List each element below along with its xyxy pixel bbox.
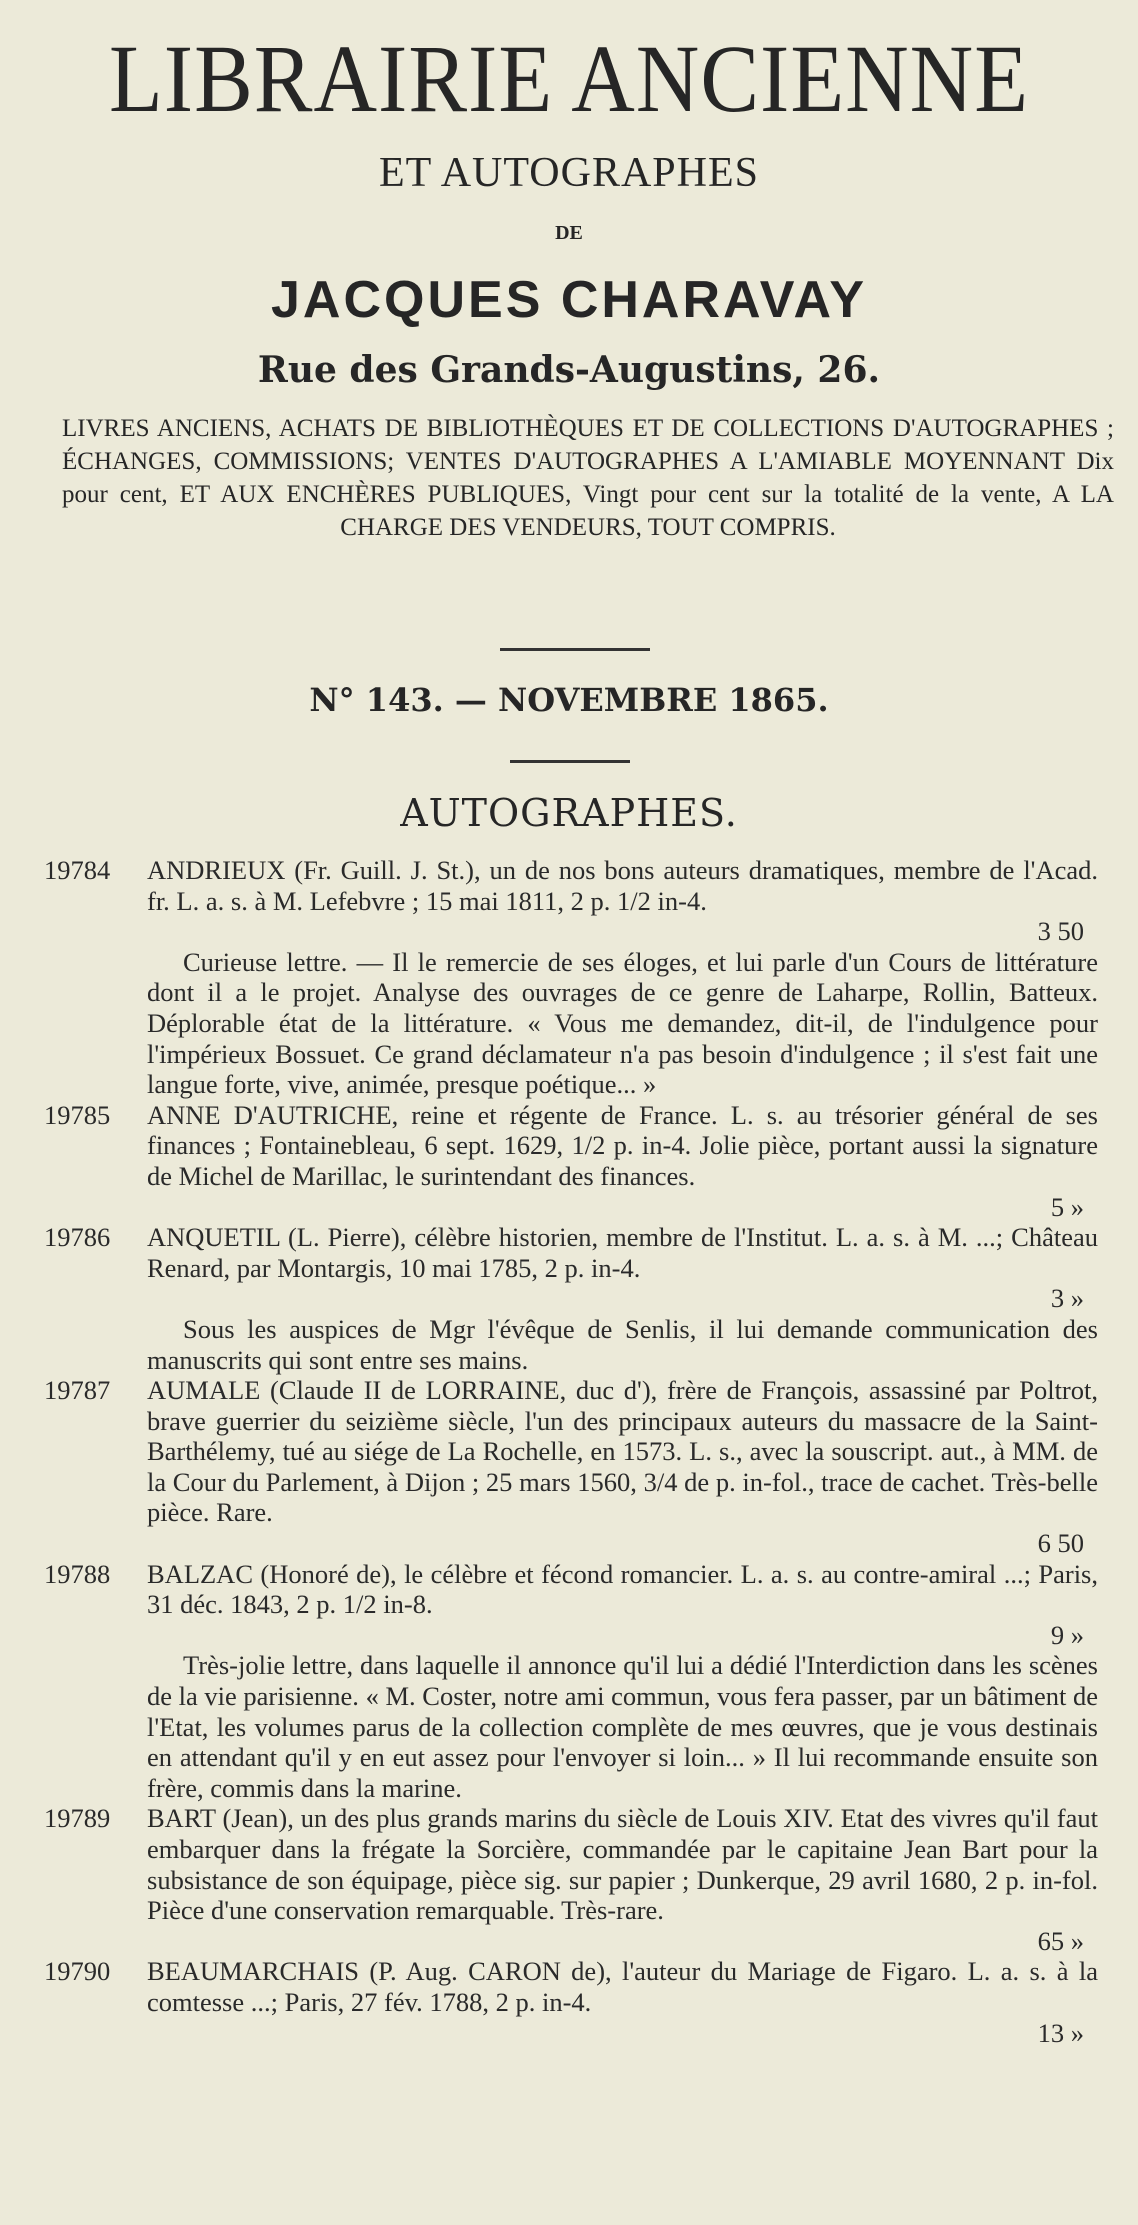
entry-note: Très-jolie lettre, dans laquelle il annonce qu'il lui a dédié l'Interdiction dans les scènes de la vie parisienne. « M. Coster, notre ami commun, vous fera passer, par un bâtiment de l'Etat, les volumes parus de la collection complète de mes œuvres, que je vous destinais en attendant qu'il y en eut assez pour l'envoyer si loin... » Il lui recommande ensuite son frère, commis dans la marine.	[147, 1650, 1098, 1803]
entry-text: ANQUETIL (L. Pierre), célèbre historien, membre de l'Institut. L. a. s. à M. ...; Château Renard, par Montargis, 10 mai 1785, 2 p. in-4.	[147, 1222, 1098, 1283]
entry-text: ANNE D'AUTRICHE, reine et régente de France. L. s. au trésorier général de ses finances ; Fontainebleau, 6 sept. 1629, 1/2 p. in-4. Jolie pièce, portant aussi la signature de Michel de Marillac, le surintendant des finances.	[147, 1099, 1098, 1191]
entry-number: 19784	[44, 855, 111, 885]
entry-number: 19788	[44, 1558, 111, 1589]
entry-text: BART (Jean), un des plus grands marins du siècle de Louis XIV. Etat des vivres qu'il faut embarquer dans la frégate la Sorcière, commandée par le capitaine Jean Bart pour la subsistance de son équipage, pièce sig. sur papier ; Dunkerque, 29 avril 1680, 2 p. in-fol. Pièce d'une conservation remarquable. Très-rare.	[147, 1803, 1098, 1926]
catalogue-entry	[44, 1100, 1098, 1222]
entry-number: 19785	[44, 1099, 111, 1130]
page-subtitle: ET AUTOGRAPHES	[378, 150, 759, 196]
intro-paragraph: LIVRES ANCIENS, ACHATS DE BIBLIOTHÈQUES ET DE COLLECTIONS D'AUTOGRAPHES ; ÉCHANGES, COMMISSIONS; VENTES D'AUTOGRAPHES A L'AMIABLE MOYENNANT Dix pour cent, ET AUX ENCHÈRES PUBLIQUES, Vingt pour cent sur la totalité de la vente, A LA CHARGE DES VENDEURS, TOUT COMPRIS.	[62, 415, 1114, 541]
subtitle-de: DE	[555, 222, 583, 244]
entry-number: 19790	[44, 1956, 111, 1987]
page-title: LIBRAIRIE ANCIENNE	[109, 26, 1029, 133]
divider-rule	[500, 648, 650, 651]
entry-text: BEAUMARCHAIS (P. Aug. CARON de), l'auteur du Mariage de Figaro. L. a. s. à la comtesse ...; Paris, 27 fév. 1788, 2 p. in-4.	[147, 1956, 1098, 2017]
entry-price: 13 »	[1037, 2017, 1084, 2048]
catalogue-entry	[44, 1222, 1098, 1375]
entry-text: ANDRIEUX (Fr. Guill. J. St.), un de nos bons auteurs dramatiques, membre de l'Acad. fr. L. a. s. à M. Lefebvre ; 15 mai 1811, 2 p. 1/2 in-4.	[147, 855, 1098, 916]
entry-price: 65 »	[1037, 1925, 1084, 1956]
entry-price: 6 50	[1037, 1528, 1084, 1559]
entry-text: AUMALE (Claude II de LORRAINE, duc d'), frère de François, assassiné par Poltrot, brave guerrier du seizième siècle, l'un des principaux auteurs du massacre de la Saint-Barthélemy, tué au siége de La Rochelle, en 1573. L. s., avec la souscript. aut., à MM. de la Cour du Parlement, à Dijon ; 25 mars 1560, 3/4 de p. in-fol., trace de cachet. Très-belle pièce. Rare.	[147, 1375, 1098, 1528]
divider-rule	[510, 760, 630, 763]
entry-note: Sous les auspices de Mgr l'évêque de Senlis, il lui demande communication des manuscrits qui sont entre ses mains.	[147, 1313, 1098, 1375]
catalogue-entry	[44, 1803, 1098, 1956]
entry-number: 19786	[44, 1222, 111, 1253]
dealer-address: Rue des Grands-Augustins, 26.	[257, 349, 881, 391]
section-title: AUTOGRAPHES.	[400, 791, 738, 835]
entry-text: BALZAC (Honoré de), le célèbre et fécond romancier. L. a. s. au contre-amiral ...; Paris, 31 déc. 1843, 2 p. 1/2 in-8.	[147, 1558, 1098, 1620]
entry-price: 9 »	[1050, 1619, 1084, 1650]
entry-number: 19787	[44, 1375, 111, 1406]
issue-number: N° 143. — NOVEMBRE 1865.	[309, 681, 829, 719]
catalogue-entry	[44, 1956, 1098, 2048]
entry-price: 5 »	[1050, 1191, 1084, 1222]
entry-number: 19789	[44, 1803, 111, 1834]
entry-price: 3 »	[1050, 1283, 1084, 1314]
entry-price: 3 50	[1037, 916, 1084, 947]
catalogue-entry	[44, 1559, 1098, 1804]
catalogue-entry	[44, 855, 1098, 1100]
entry-note: Curieuse lettre. — Il le remercie de ses éloges, et lui parle d'un Cours de littérature dont il a le projet. Analyse des ouvrages de ce genre de Laharpe, Rollin, Batteux. Déplorable état de la littérature. « Vous me demandez, dit-il, de l'indulgence pour l'impérieux Bossuet. Ce grand déclamateur n'a pas besoin d'indulgence ; il s'est fait une langue forte, vive, animée, presque poétique... »	[147, 946, 1098, 1100]
catalogue-entry	[44, 1375, 1098, 1559]
entry-list	[44, 855, 1098, 2048]
dealer-name: JACQUES CHARAVAY	[270, 271, 868, 329]
